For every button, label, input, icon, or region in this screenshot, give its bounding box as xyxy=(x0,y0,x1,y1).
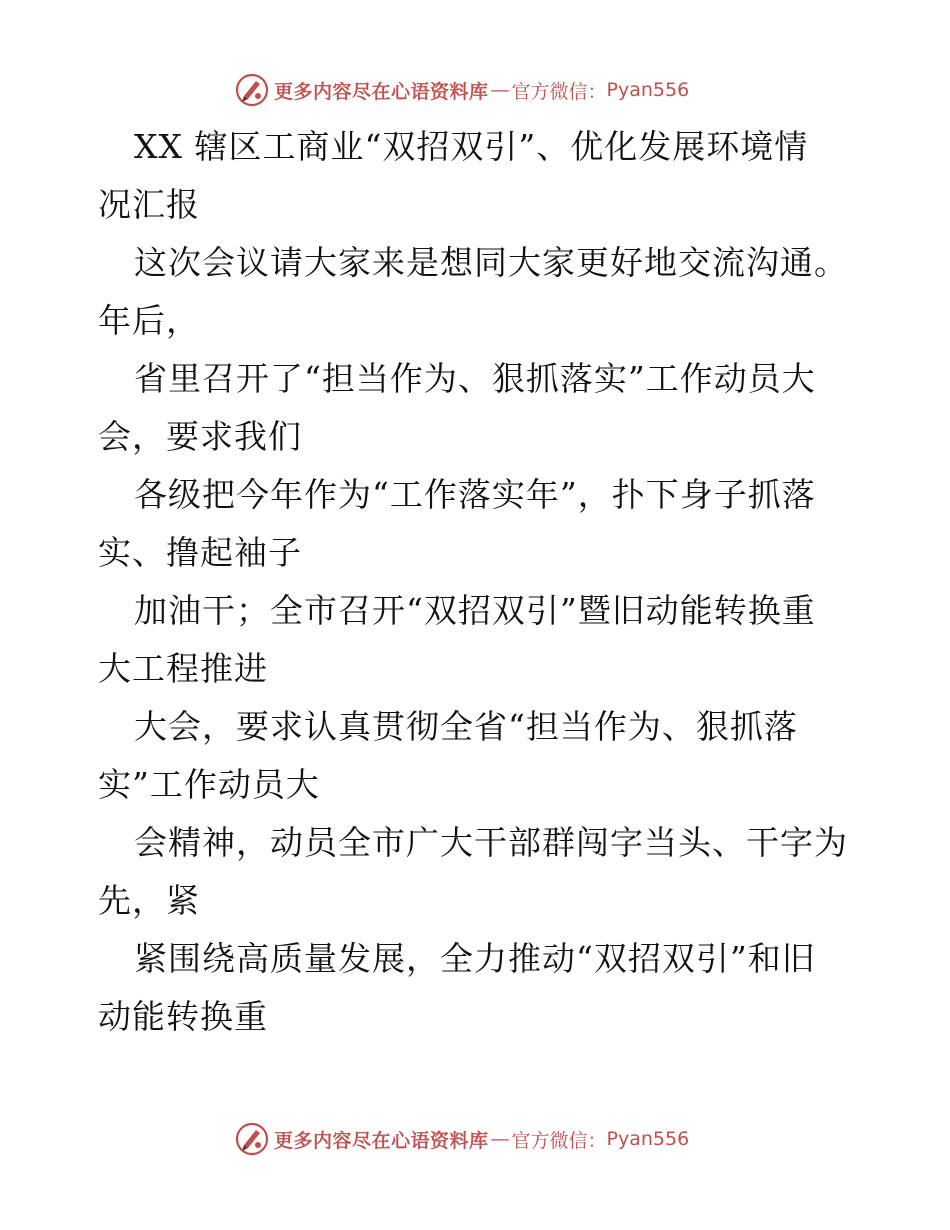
doc-line: 动能转换重 xyxy=(98,997,268,1036)
doc-line: 省里召开了“担当作为、狠抓落实”工作动员大 xyxy=(134,359,816,398)
document-body xyxy=(98,118,858,1046)
banner-contact-label: 官方微信： xyxy=(511,1129,607,1152)
banner-contact-label: 官方微信： xyxy=(511,80,607,103)
doc-line: 大会，要求认真贯彻全省“担当作为、狠抓落 xyxy=(134,707,798,746)
doc-line: 实”工作动员大 xyxy=(98,765,320,804)
doc-title-line-1: XX 辖区工商业“双招双引”、优化发展环境情 xyxy=(134,127,809,166)
footer-watermark-banner xyxy=(234,1119,689,1159)
doc-line: 这次会议请大家来是想同大家更好地交流沟通。 xyxy=(134,243,848,282)
doc-line: 大工程推进 xyxy=(98,649,268,688)
pen-logo-icon xyxy=(234,1121,270,1157)
doc-line: 紧围绕高质量发展，全力推动“双招双引”和旧 xyxy=(134,939,816,978)
doc-line: 各级把今年作为“工作落实年”，扑下身子抓落 xyxy=(134,475,816,514)
header-watermark-banner xyxy=(234,70,689,110)
doc-line: 先，紧 xyxy=(98,881,200,920)
doc-line: 加油干；全市召开“双招双引”暨旧动能转换重 xyxy=(134,591,816,630)
doc-title-line-2: 况汇报 xyxy=(98,185,200,224)
doc-line: 年后， xyxy=(98,301,200,340)
doc-line: 会精神，动员全市广大干部群闯字当头、干字为 xyxy=(134,823,848,862)
banner-separator: — xyxy=(490,1128,510,1150)
banner-contact-id: Pyan556 xyxy=(606,1128,690,1150)
banner-text: 更多内容尽在心语资料库 xyxy=(274,80,489,103)
doc-line: 实、撸起袖子 xyxy=(98,533,302,572)
banner-contact-id: Pyan556 xyxy=(606,79,690,101)
doc-line: 会，要求我们 xyxy=(98,417,302,456)
pen-logo-icon xyxy=(234,72,270,108)
banner-separator: — xyxy=(490,79,510,101)
banner-text: 更多内容尽在心语资料库 xyxy=(274,1129,489,1152)
